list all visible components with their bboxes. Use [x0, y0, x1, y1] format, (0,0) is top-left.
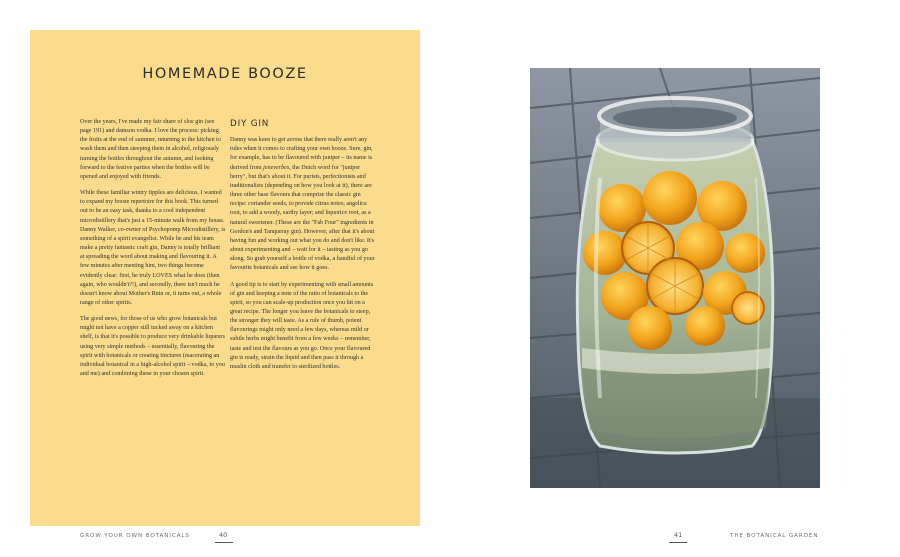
- intro-paragraph-2: While these familiar wintry tipples are delicious, I wanted to expand my booze repertoire for this book. This turned out to be an easy task, thanks to a cool independent microdistillery that's just a 15-minute walk from my house. Danny Walker, co-owner of Psychopomp Microdistillery, is something of a spirit evangelist. While he and his team make a pretty fantastic craft gin, Danny is totally brilliant at spreading the word about making and flavouring it. A few minutes after meeting him, two things become evidently clear: first, he truly LOVES what he does (then again, who wouldn't?!), and secondly, there isn't much he doesn't know about Mother's Ruin or, it turns out, a whole range of other spirits.: [80, 190, 226, 306]
- diy-gin-column: [230, 120, 376, 379]
- right-running-footer: THE BOTANICAL GARDEN: [730, 533, 819, 539]
- diy-gin-paragraph-2: A good tip is to start by experimenting with small amounts of gin and keeping a note of the ratio of botanicals to the spirit, so you can scale-up production once you hit on a great recipe. The longer you leave the botanicals to steep, the stronger they will taste. As a rule of thumb, potent flavourings might only need a few days, whereas mild or subtle herbs might benefit from a few weeks – remember, taste and test the flavours as you go. Once your flavoured gin is ready, strain the liquid and then pass it through a muslin cloth and transfer to sterilized bottles.: [230, 281, 374, 370]
- left-page-number-rule: [215, 542, 233, 543]
- diy-gin-p1-italic: jeneverbes: [263, 164, 290, 171]
- page-title: HOMEMADE BOOZE: [142, 66, 308, 82]
- right-page-number: 41: [674, 531, 683, 539]
- jar-of-kumquats-icon: [530, 68, 820, 488]
- jar-photo: [530, 68, 820, 488]
- intro-paragraph-1: Over the years, I've made my fair share of sloe gin (see page 191) and damson vodka. I love the process: picking the fruits at the end of summer, returning to the kitchen to wash them and then steeping them in alcohol, religiously turning the bottles throughout the autumn, and looking forward to the festive parties when the bottles will be opened and enjoyed with friends.: [80, 119, 221, 180]
- diy-gin-p1-part-b: , the Dutch word for "juniper berry", but that's about it. For purists, perfectionists and traditionalists (depending on how you look at it), there are three other base flavours that comprise the classic gin recipe: coriander seeds, to provide citrus notes; angelica root, to add a woody, earthy layer; and liquorice root, as a natural sweetener. (These are the "Fab Four" ingredients in Gordon's and Tanqueray gin). However, after that it's about having fun and working out what you do and don't like. It's about experimenting and – wait for it – tasting as you go along. So grab yourself a bottle of vodka, a handful of your favourite botanicals and see how it goes.: [230, 164, 375, 272]
- intro-paragraph-3: The good news, for those of us who grow botanicals but might not have a copper still tucked away on a kitchen shelf, is that it's possible to produce very drinkable liqueurs using very simple methods – essentially, flavouring the spirit with botanicals or creating tinctures (macerating an individual botanical in a high-alcohol spirit – vodka, to you and me) and combining these in your chosen spirit.: [80, 316, 225, 378]
- diy-gin-p1-part-a: Danny was keen to get across that there really aren't any rules when it comes to crafting your own booze. Sure, gin, for example, has to be flavoured with juniper – its name is derived from: [230, 137, 373, 171]
- diy-gin-heading: DIY GIN: [230, 119, 270, 129]
- right-page-number-rule: [669, 542, 687, 543]
- diy-gin-paragraph-1: [230, 136, 376, 273]
- left-page-number: 40: [219, 531, 228, 539]
- intro-column: [80, 118, 226, 386]
- left-running-footer: GROW YOUR OWN BOTANICALS: [80, 533, 190, 539]
